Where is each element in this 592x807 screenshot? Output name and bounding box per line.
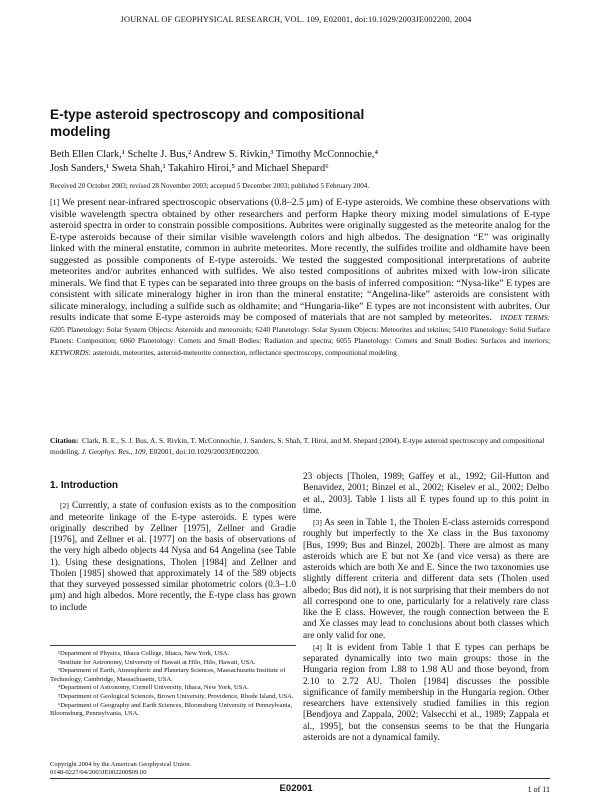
received-dates: Received 20 October 2003; revised 28 November 2003; accepted 5 December 2003; published 5 February 2004. bbox=[50, 182, 370, 190]
footnote: ²Institute for Astronomy, University of Hawaii at Hilo, Hilo, Hawaii, USA. bbox=[58, 658, 256, 666]
paragraph-4-text: It is evident from Table 1 that E types can perhaps be separated dynamically into two main groups: those in the Hungaria region from 1.88 to 1.98 AU and those beyond, from 2.10 to 2.72 AU. Tholen [1984] discusses the possible significance of family membership in the Hungaria region. Other researchers have extensively studied families in this region [Bendjoya and Zappala, 2002; Valsecchi et al., 1989; Zappala et al., 1995], but the consensus seems to be that the Hungaria asteroids are not a dynamical family. bbox=[303, 642, 549, 743]
footnote: ⁶Department of Geography and Earth Sciences, Bloomsburg University of Pennsylvania, Bloomsburg, Pennsylvania, USA. bbox=[50, 701, 293, 718]
paragraph-3-number: [3] bbox=[313, 518, 322, 527]
footnote: ⁴Department of Astronomy, Cornell University, Ithaca, New York, USA. bbox=[58, 684, 249, 692]
footer-rule bbox=[50, 778, 550, 779]
author-list bbox=[50, 148, 490, 176]
copyright-notice bbox=[50, 761, 296, 778]
footnote: ⁵Department of Geological Sciences, Brown University, Providence, Rhode Island, USA. bbox=[58, 692, 294, 700]
running-head: JOURNAL OF GEOPHYSICAL RESEARCH, VOL. 109, E02001, doi:10.1029/2003JE002200, 2004 bbox=[120, 15, 472, 24]
index-terms-label: INDEX TERMS: bbox=[500, 313, 551, 322]
footnote: ³Department of Earth, Atmospheric and Planetary Sciences, Massachusetts Institute of Technology, Cambridge, Massachusetts, USA. bbox=[50, 667, 286, 683]
paragraph-3 bbox=[303, 517, 549, 642]
paragraph-4-number: [4] bbox=[313, 642, 322, 652]
article-id: E02001 bbox=[279, 783, 313, 794]
index-terms: 6205 Planetology: Solar System Objects: Asteroids and meteoroids; 6240 Planetology: Solar System Objects: Meteorites and tektites; 5410 Planetology: Solid Surface Planets: Composition; 6060 Planetology: Comets and Small Bodies: Radiation and spectra; 6055 Planetology: Comets and Small Bodies: Surfaces and interiors; bbox=[50, 324, 550, 346]
page-number: 1 of 11 bbox=[527, 785, 550, 794]
paragraph-2-continued: 23 objects [Tholen, 1989; Gaffey et al., 1992; Gil-Hutton and Benavidez, 2001; Binzel et al., 2002; Kiselev et al., 2002; Delbo et al., 2003]. Table 1 lists all E types found up to this point in time. bbox=[303, 472, 549, 516]
paragraph-2 bbox=[50, 500, 296, 614]
paragraph-3-text: As seen in Table 1, the Tholen E-class asteroids correspond roughly but imperfectly to the Xe class in the Bus taxonomy [Bus, 1999; Bus and Binzel, 2002b]. There are almost as many asteroids which are E but not Xe (and vice versa) as there are asteroids which are both Xe and E. Since the two taxonomies use slightly different criteria and different data sets (Tholen used albedo; Bus did not), it is not surprising that their members do not all correspond one to one, particularly for a relatively rare class like the E class. However, the rough connection between the E and Xe classes may lead to conclusions about both classes which are only valid for one. bbox=[303, 518, 550, 641]
left-column bbox=[50, 474, 296, 614]
citation-block bbox=[50, 436, 550, 457]
abstract bbox=[50, 197, 550, 358]
issn-line: 0148-0227/04/2003JE002200$09.00 bbox=[50, 769, 147, 777]
section-heading-introduction: 1. Introduction bbox=[50, 480, 119, 491]
author-line-1: Beth Ellen Clark,¹ Schelte J. Bus,² Andrew S. Rivkin,³ Timothy McConnochie,⁴ bbox=[50, 149, 379, 160]
right-column bbox=[303, 472, 549, 744]
citation-journal: J. Geophys. Res., 109, bbox=[81, 446, 148, 456]
keywords: asteroids, meteorites, asteroid-meteorite connection, reflectance spectroscopy, compositional modeling bbox=[92, 347, 397, 357]
citation-text-a: Clark, B. E., S. J. Bus, A. S. Rivkin, T. McConnochie, J. Sanders, S. Shah, T. Hiroi, and M. Shepard (2004), E-type asteroid spectroscopy and compositional modeling, bbox=[50, 436, 545, 456]
citation-text-b: E02001, doi:10.1029/2003JE002200. bbox=[149, 446, 260, 456]
article-title: E-type asteroid spectroscopy and compositional modeling bbox=[50, 107, 365, 139]
copyright-line: Copyright 2004 by the American Geophysical Union. bbox=[50, 761, 192, 768]
paragraph-2-text: Currently, a state of confusion exists as to the composition and meteorite linkage of the E-type asteroids. E types were originally described by Zellner [1975], Zellner and Gradie [1976], and Zellner et al. [1977] on the basis of observations of the very high albedo objects 44 Nysa and 64 Angelina (see Table 1). Using these designations, Tholen [1984] and Zellner and Tholen [1985] showed that approximately 14 of the 589 objects that they surveyed possessed similar photometric colors (0.3–1.0 μm) and high albedos. More recently, the E-type class has grown to include bbox=[50, 501, 296, 613]
abstract-paragraph-number: [1] bbox=[50, 198, 60, 207]
abstract-text: We present near-infrared spectroscopic observations (0.8–2.5 μm) of E-type asteroids. We combine these observations with visible wavelength spectra obtained by other researchers and perform Hapke theory mixing model simulations of E-type asteroid spectra in order to constrain possible compositions. Aubrites were originally suggested as the meteorite analog for the E-type asteroids because of their similar visible wavelength colors and high albedos. The designation “E” was originally linked with the mineral enstatite, common in aubrite meteorites. More recently, the sulfides troilite and oldhamite have been suggested as possible components of E-type asteroids. We tested the suggested compositional interpretations of aubrite meteorites and/or aubrites enhanced with sulfides. We also tested compositions of aubrites mixed with low-iron silicate minerals. We find that E types can be separated into three groups on the basis of inferred composition: “Nysa-like” E types are consistent with silicate mineralogy higher in iron than the mineral enstatite; “Angelina-like” asteroids are consistent with silicate mineralogy, including a sulfide such as oldhamite; and “Hungaria-like” E types are not inconsistent with aubrites. Our results indicate that some E-type asteroids may be composed of materials that are not sampled by meteorites. bbox=[50, 197, 550, 323]
footnote: ¹Department of Physics, Ithaca College, Ithaca, New York, USA. bbox=[58, 650, 230, 657]
affiliation-footnotes bbox=[50, 645, 296, 719]
keywords-label: KEYWORDS: bbox=[50, 347, 92, 357]
author-line-2: Josh Sanders,¹ Sweta Shah,¹ Takahiro Hiroi,⁵ and Michael Shepard⁶ bbox=[50, 163, 329, 174]
paragraph-2-number: [2] bbox=[60, 501, 69, 511]
paragraph-4 bbox=[303, 642, 549, 744]
citation-label: Citation: bbox=[50, 436, 79, 445]
